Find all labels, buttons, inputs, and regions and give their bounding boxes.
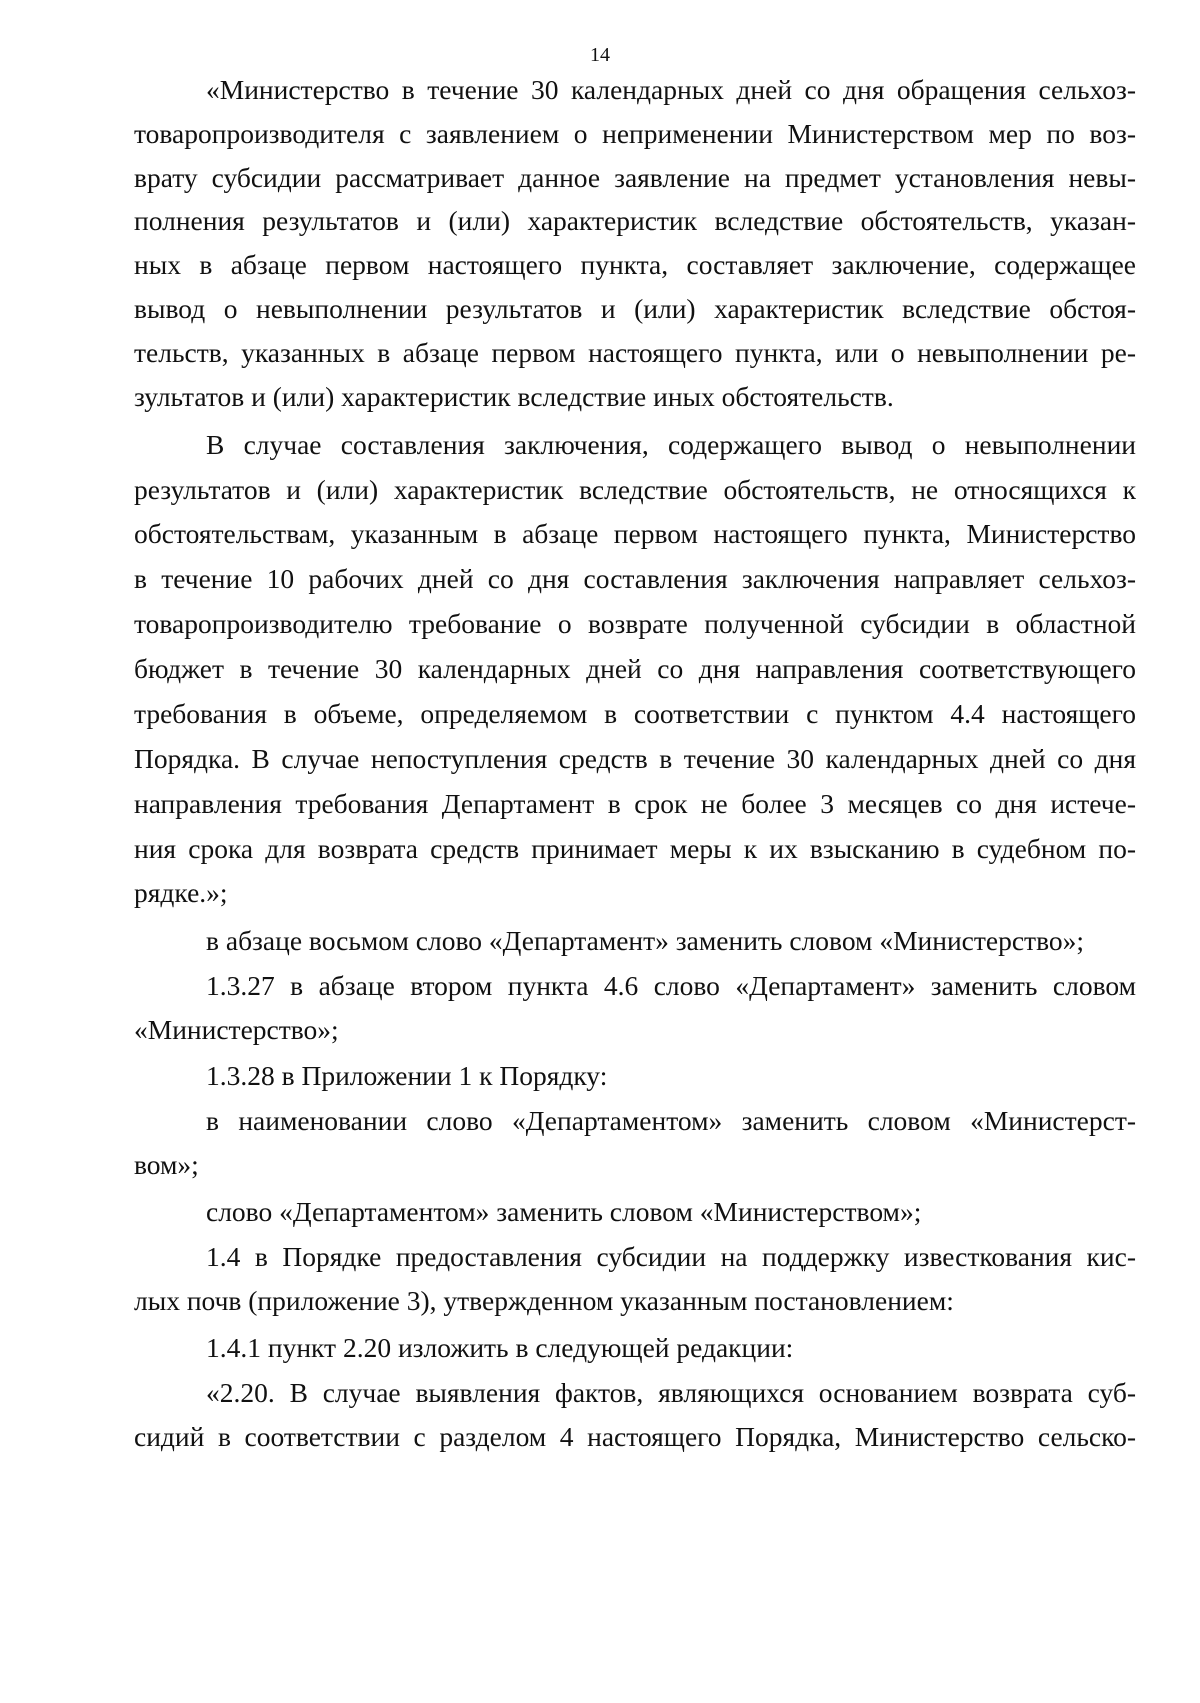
text-line: товаропроизводителю требование о возврате полученной субсидии в областной bbox=[134, 608, 1136, 639]
text-line: лых почв (приложение 3), утвержденном указанным постановлением: bbox=[134, 1285, 954, 1316]
page-number: 14 bbox=[590, 44, 610, 66]
text-line: полнения результатов и (или) характеристик вследствие обстоятельств, указан- bbox=[134, 205, 1136, 236]
text-line: В случае составления заключения, содержащего вывод о невыполнении bbox=[206, 429, 1136, 460]
text-line: сидий в соответствии с разделом 4 настоящего Порядка, Министерство сельско- bbox=[134, 1421, 1136, 1452]
text-line: в абзаце восьмом слово «Департамент» заменить словом «Министерство»; bbox=[206, 925, 1085, 956]
text-line: товаропроизводителя с заявлением о неприменении Министерством мер по воз- bbox=[134, 118, 1136, 149]
text-line: обстоятельствам, указанным в абзаце первом настоящего пункта, Министерство bbox=[134, 518, 1136, 549]
text-line: 1.4 в Порядке предоставления субсидии на поддержку известкования кис- bbox=[206, 1241, 1136, 1272]
text-line: вом»; bbox=[134, 1149, 199, 1180]
text-line: вывод о невыполнении результатов и (или) характеристик вследствие обстоя- bbox=[134, 293, 1136, 324]
text-line: направления требования Департамент в срок не более 3 месяцев со дня истече- bbox=[134, 788, 1136, 819]
text-line: «2.20. В случае выявления фактов, являющихся основанием возврата суб- bbox=[206, 1377, 1136, 1408]
text-line: ных в абзаце первом настоящего пункта, составляет заключение, содержащее bbox=[134, 249, 1136, 280]
text-line: «Министерство»; bbox=[134, 1014, 339, 1045]
text-line: результатов и (или) характеристик вследствие обстоятельств, не относящихся к bbox=[134, 474, 1136, 505]
text-line: «Министерство в течение 30 календарных дней со дня обращения сельхоз- bbox=[206, 74, 1136, 105]
text-line: 1.4.1 пункт 2.20 изложить в следующей редакции: bbox=[206, 1332, 794, 1363]
text-line: требования в объеме, определяемом в соответствии с пунктом 4.4 настоящего bbox=[134, 698, 1136, 729]
text-line: в течение 10 рабочих дней со дня составления заключения направляет сельхоз- bbox=[134, 563, 1136, 594]
text-line: слово «Департаментом» заменить словом «Министерством»; bbox=[206, 1196, 922, 1227]
text-line: рядке.»; bbox=[134, 877, 228, 908]
text-line: Порядка. В случае непоступления средств в течение 30 календарных дней со дня bbox=[134, 743, 1136, 774]
text-line: бюджет в течение 30 календарных дней со дня направления соответствующего bbox=[134, 653, 1136, 684]
text-line: тельств, указанных в абзаце первом настоящего пункта, или о невыполнении ре- bbox=[134, 337, 1136, 368]
text-line: в наименовании слово «Департаментом» заменить словом «Министерст- bbox=[206, 1105, 1136, 1136]
text-line: врату субсидии рассматривает данное заявление на предмет установления невы- bbox=[134, 162, 1136, 193]
text-line: 1.3.27 в абзаце втором пункта 4.6 слово «Департамент» заменить словом bbox=[206, 970, 1136, 1001]
text-line: 1.3.28 в Приложении 1 к Порядку: bbox=[206, 1060, 608, 1091]
text-line: ния срока для возврата средств принимает меры к их взысканию в судебном по- bbox=[134, 833, 1136, 864]
text-line: зультатов и (или) характеристик вследствие иных обстоятельств. bbox=[134, 381, 894, 412]
